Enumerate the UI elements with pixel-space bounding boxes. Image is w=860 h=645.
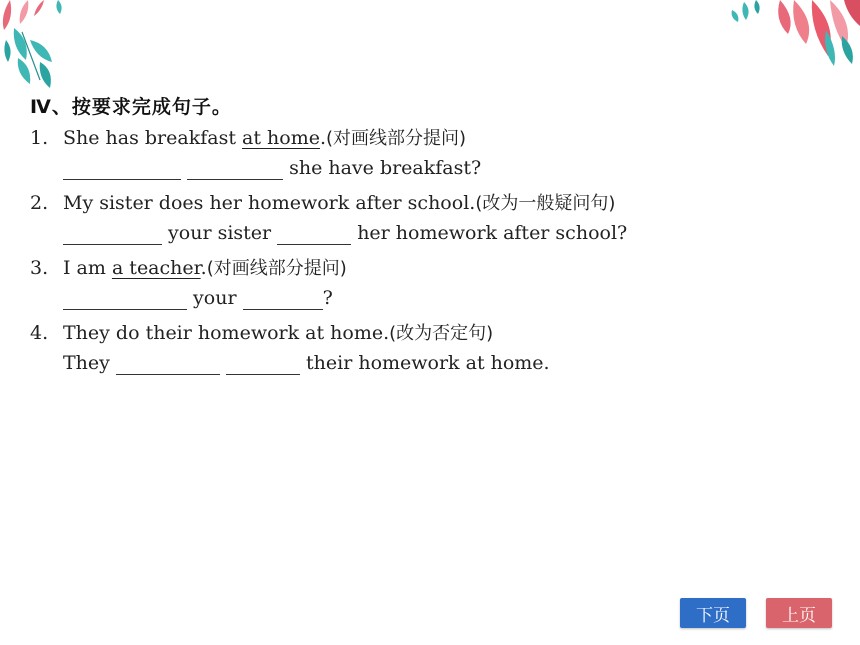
answer-text-end: her homework after school?	[351, 222, 628, 244]
underlined-phrase: at home	[242, 127, 320, 149]
underlined-phrase: a teacher	[111, 257, 201, 279]
blank-4b[interactable]	[226, 354, 300, 375]
question-1-prompt	[30, 124, 466, 150]
question-3-prompt	[30, 254, 347, 280]
floral-decoration-top-right	[730, 0, 860, 70]
answer-text-end: ?	[322, 287, 333, 309]
answer-text: your sister	[162, 222, 278, 244]
blank-3a[interactable]	[63, 289, 187, 310]
prompt-text: They do their homework at home.	[63, 322, 390, 344]
question-3-answer	[63, 287, 333, 310]
prompt-text: I am	[63, 257, 112, 279]
prompt-text: She has breakfast	[63, 127, 243, 149]
answer-lead: They	[63, 352, 116, 374]
answer-text: she have breakfast?	[283, 157, 482, 179]
previous-page-button[interactable]: 上页	[766, 598, 832, 628]
instruction-note: (对画线部分提问)	[326, 128, 467, 149]
answer-text-end: their homework at home.	[299, 352, 550, 374]
instruction-note: (对画线部分提问)	[206, 258, 347, 279]
question-number: 4.	[30, 322, 49, 344]
question-number: 2.	[30, 192, 49, 214]
blank-1a[interactable]	[63, 159, 181, 180]
blank-2a[interactable]	[63, 224, 162, 245]
blank-2b[interactable]	[277, 224, 351, 245]
answer-text: your	[187, 287, 243, 309]
question-4-answer	[63, 352, 550, 375]
prompt-punct: .	[200, 257, 207, 279]
instruction-note: (改为一般疑问句)	[475, 193, 616, 214]
next-page-button[interactable]: 下页	[680, 598, 746, 628]
prompt-text: My sister does her homework after school.	[63, 192, 476, 214]
question-2-answer	[63, 222, 627, 245]
section-title: Ⅳ、按要求完成句子。	[30, 96, 232, 118]
prompt-punct: .	[319, 127, 327, 149]
question-number: 3.	[30, 257, 49, 279]
blank-1b[interactable]	[187, 159, 283, 180]
question-1-answer	[63, 157, 481, 180]
blank-4a[interactable]	[116, 354, 220, 375]
floral-decoration-top-left	[0, 0, 110, 95]
question-number: 1.	[30, 127, 49, 149]
blank-3b[interactable]	[243, 289, 323, 310]
question-4-prompt	[30, 319, 493, 345]
instruction-note: (改为否定句)	[389, 323, 494, 344]
question-2-prompt	[30, 189, 615, 215]
